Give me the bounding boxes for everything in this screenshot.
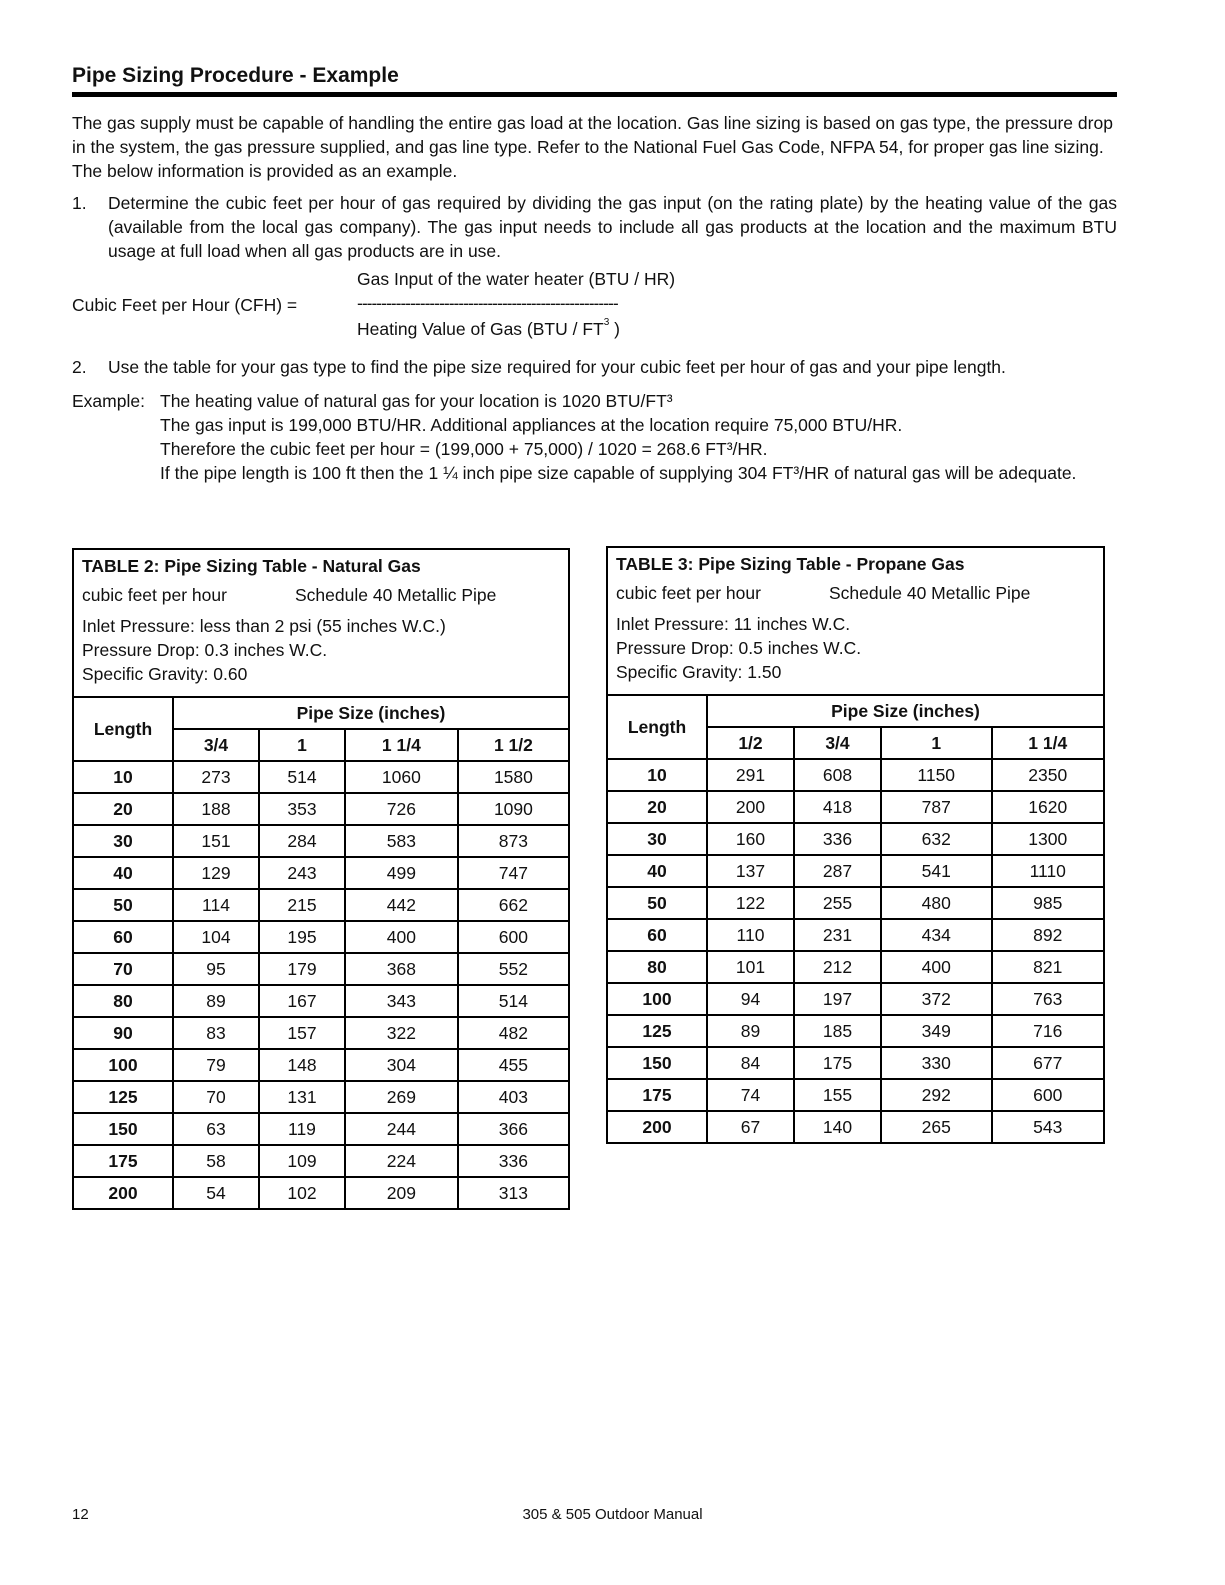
capacity-cell: 600: [992, 1079, 1104, 1111]
table-row: [74, 1145, 568, 1177]
example-block: [72, 389, 1117, 485]
capacity-cell: 175: [794, 1047, 881, 1079]
step-2-text: Use the table for your gas type to find the pipe size required for your cubic feet per hour of gas and your pipe length.: [108, 357, 1006, 377]
capacity-cell: 1110: [992, 855, 1104, 887]
capacity-cell: 179: [259, 953, 345, 985]
capacity-cell: 313: [458, 1177, 568, 1208]
formula-denominator-end: ): [609, 319, 620, 339]
capacity-cell: 1300: [992, 823, 1104, 855]
capacity-cell: 167: [259, 985, 345, 1017]
page-content: [72, 64, 1117, 485]
capacity-cell: 67: [707, 1111, 794, 1142]
pipe-size-header: Pipe Size (inches): [707, 696, 1103, 727]
capacity-cell: 157: [259, 1017, 345, 1049]
capacity-cell: 662: [458, 889, 568, 921]
size-column-header: 3/4: [794, 727, 881, 759]
capacity-cell: 336: [794, 823, 881, 855]
table-row: [608, 759, 1103, 791]
table-inlet-pressure: Inlet Pressure: less than 2 psi (55 inches W.C.): [82, 616, 446, 636]
capacity-cell: 873: [458, 825, 568, 857]
capacity-cell: 632: [881, 823, 992, 855]
table-pipe-type: Schedule 40 Metallic Pipe: [829, 583, 1031, 603]
capacity-cell: 583: [345, 825, 458, 857]
table-unit: cubic feet per hour: [82, 585, 227, 605]
length-cell: 40: [608, 855, 707, 887]
table-row: [74, 825, 568, 857]
capacity-cell: 244: [345, 1113, 458, 1145]
capacity-cell: 292: [881, 1079, 992, 1111]
example-line-4: If the pipe length is 100 ft then the 1 ¼ inch pipe size capable of supplying 304 FT³/HR of natural gas will be adequate.: [160, 463, 1077, 483]
capacity-cell: 353: [259, 793, 345, 825]
table-units-row: [616, 583, 1095, 604]
capacity-cell: 400: [881, 951, 992, 983]
intro-paragraph: The gas supply must be capable of handling the entire gas load at the location. Gas line sizing is based on gas type, the pressure drop in the system, the gas pressure supplied, and gas line type. Refer to the National Fuel Gas Code, NFPA 54, for proper gas line sizing. The below information is provided as an example.: [72, 113, 1113, 181]
capacity-cell: 1150: [881, 759, 992, 791]
capacity-cell: 985: [992, 887, 1104, 919]
capacity-cell: 101: [707, 951, 794, 983]
step-1-text: Determine the cubic feet per hour of gas required by dividing the gas input (on the rating plate) by the heating value of the gas (available from the local gas company). The gas input needs to include all gas products at the location and the maximum BTU usage at full load when all gas products are in use.: [108, 193, 1117, 261]
capacity-cell: 197: [794, 983, 881, 1015]
capacity-cell: 304: [345, 1049, 458, 1081]
capacity-cell: 79: [173, 1049, 259, 1081]
capacity-cell: 95: [173, 953, 259, 985]
table-row: [608, 791, 1103, 823]
capacity-cell: 600: [458, 921, 568, 953]
length-header: Length: [608, 696, 707, 759]
capacity-cell: 434: [881, 919, 992, 951]
table-units-row: [82, 585, 560, 606]
capacity-cell: 543: [992, 1111, 1104, 1142]
length-cell: 80: [74, 985, 173, 1017]
table-row: [74, 1049, 568, 1081]
table-row: [608, 951, 1103, 983]
table-pipe-type: Schedule 40 Metallic Pipe: [295, 585, 497, 605]
capacity-cell: 273: [173, 761, 259, 793]
capacity-cell: 63: [173, 1113, 259, 1145]
capacity-cell: 330: [881, 1047, 992, 1079]
table-row: [608, 887, 1103, 919]
length-cell: 125: [608, 1015, 707, 1047]
step-2: [72, 355, 1117, 379]
capacity-cell: 400: [345, 921, 458, 953]
capacity-cell: 119: [259, 1113, 345, 1145]
table-row: [608, 919, 1103, 951]
capacity-cell: 343: [345, 985, 458, 1017]
length-cell: 40: [74, 857, 173, 889]
capacity-cell: 200: [707, 791, 794, 823]
cfh-formula: [72, 269, 1117, 347]
length-cell: 60: [74, 921, 173, 953]
length-cell: 80: [608, 951, 707, 983]
example-line-2: The gas input is 199,000 BTU/HR. Additional appliances at the location require 75,000 BTU/HR.: [160, 415, 903, 435]
capacity-cell: 514: [458, 985, 568, 1017]
table-row: [74, 761, 568, 793]
length-cell: 20: [74, 793, 173, 825]
capacity-cell: 366: [458, 1113, 568, 1145]
capacity-cell: 2350: [992, 759, 1104, 791]
table-title: TABLE 2: Pipe Sizing Table - Natural Gas: [82, 556, 421, 576]
table-natural-gas: [72, 548, 570, 1210]
capacity-cell: 185: [794, 1015, 881, 1047]
size-column-header: 1: [259, 729, 345, 761]
length-cell: 10: [74, 761, 173, 793]
table-row: [608, 1111, 1103, 1142]
capacity-cell: 284: [259, 825, 345, 857]
formula-denominator-sup: 3: [603, 317, 610, 328]
capacity-cell: 129: [173, 857, 259, 889]
length-cell: 125: [74, 1081, 173, 1113]
length-cell: 30: [608, 823, 707, 855]
example-line-3: Therefore the cubic feet per hour = (199,000 + 75,000) / 1020 = 268.6 FT³/HR.: [160, 439, 768, 459]
size-column-header: 3/4: [173, 729, 259, 761]
capacity-cell: 1620: [992, 791, 1104, 823]
table-header-info: [608, 548, 1103, 696]
capacity-cell: 322: [345, 1017, 458, 1049]
capacity-cell: 70: [173, 1081, 259, 1113]
capacity-cell: 94: [707, 983, 794, 1015]
formula-denominator-text: Heating Value of Gas (BTU / FT: [357, 319, 604, 339]
capacity-cell: 243: [259, 857, 345, 889]
capacity-cell: 1060: [345, 761, 458, 793]
pipe-size-header: Pipe Size (inches): [173, 698, 568, 729]
capacity-cell: 89: [707, 1015, 794, 1047]
capacity-cell: 110: [707, 919, 794, 951]
capacity-cell: 224: [345, 1145, 458, 1177]
capacity-cell: 482: [458, 1017, 568, 1049]
table-row: [74, 793, 568, 825]
capacity-cell: 114: [173, 889, 259, 921]
length-cell: 100: [608, 983, 707, 1015]
size-column-header: 1 1/4: [992, 727, 1104, 759]
table-row: [74, 1177, 568, 1208]
capacity-cell: 403: [458, 1081, 568, 1113]
table-row: [608, 855, 1103, 887]
capacity-cell: 455: [458, 1049, 568, 1081]
length-cell: 175: [74, 1145, 173, 1177]
length-cell: 175: [608, 1079, 707, 1111]
capacity-cell: 552: [458, 953, 568, 985]
section-title: Pipe Sizing Procedure - Example: [72, 64, 1117, 97]
capacity-cell: 89: [173, 985, 259, 1017]
capacity-cell: 1090: [458, 793, 568, 825]
length-cell: 20: [608, 791, 707, 823]
table-row: [74, 921, 568, 953]
capacity-cell: 368: [345, 953, 458, 985]
table-row: [74, 1113, 568, 1145]
table-row: [608, 1047, 1103, 1079]
capacity-cell: 349: [881, 1015, 992, 1047]
capacity-cell: 54: [173, 1177, 259, 1208]
table-title: TABLE 3: Pipe Sizing Table - Propane Gas: [616, 554, 965, 574]
capacity-cell: 418: [794, 791, 881, 823]
capacity-cell: 84: [707, 1047, 794, 1079]
capacity-cell: 677: [992, 1047, 1104, 1079]
formula-numerator: Gas Input of the water heater (BTU / HR): [357, 269, 676, 289]
table-unit: cubic feet per hour: [616, 583, 761, 603]
step-1: [72, 191, 1117, 263]
length-cell: 30: [74, 825, 173, 857]
capacity-cell: 291: [707, 759, 794, 791]
table-row: [608, 1079, 1103, 1111]
capacity-cell: 716: [992, 1015, 1104, 1047]
capacity-cell: 747: [458, 857, 568, 889]
capacity-cell: 821: [992, 951, 1104, 983]
table-row: [74, 889, 568, 921]
capacity-cell: 137: [707, 855, 794, 887]
pipe-size-table: [74, 698, 568, 1208]
table-row: [74, 1017, 568, 1049]
size-column-header: 1/2: [707, 727, 794, 759]
capacity-cell: 131: [259, 1081, 345, 1113]
capacity-cell: 102: [259, 1177, 345, 1208]
step-1-number: 1.: [72, 193, 87, 213]
formula-lhs: Cubic Feet per Hour (CFH) =: [72, 295, 298, 315]
capacity-cell: 255: [794, 887, 881, 919]
capacity-cell: 1580: [458, 761, 568, 793]
capacity-cell: 160: [707, 823, 794, 855]
capacity-cell: 215: [259, 889, 345, 921]
capacity-cell: 787: [881, 791, 992, 823]
length-cell: 200: [74, 1177, 173, 1208]
length-cell: 200: [608, 1111, 707, 1142]
table-row: [608, 1015, 1103, 1047]
table-row: [608, 823, 1103, 855]
manual-title: 305 & 505 Outdoor Manual: [522, 1506, 703, 1523]
table-row: [74, 985, 568, 1017]
table-row: [74, 1081, 568, 1113]
length-cell: 50: [74, 889, 173, 921]
size-column-header: 1: [881, 727, 992, 759]
formula-divider: ------------------------------------------------------: [357, 293, 618, 313]
length-cell: 70: [74, 953, 173, 985]
length-cell: 10: [608, 759, 707, 791]
capacity-cell: 212: [794, 951, 881, 983]
capacity-cell: 442: [345, 889, 458, 921]
capacity-cell: 148: [259, 1049, 345, 1081]
table-row: [608, 983, 1103, 1015]
table-specific-gravity: Specific Gravity: 0.60: [82, 664, 248, 684]
table-inlet-pressure: Inlet Pressure: 11 inches W.C.: [616, 614, 851, 634]
capacity-cell: 480: [881, 887, 992, 919]
capacity-cell: 104: [173, 921, 259, 953]
example-label: Example:: [72, 391, 145, 411]
table-row: [74, 953, 568, 985]
capacity-cell: 231: [794, 919, 881, 951]
table-header-row: [74, 698, 568, 729]
capacity-cell: 763: [992, 983, 1104, 1015]
capacity-cell: 188: [173, 793, 259, 825]
length-cell: 150: [608, 1047, 707, 1079]
step-2-number: 2.: [72, 357, 87, 377]
capacity-cell: 726: [345, 793, 458, 825]
table-header-info: [74, 550, 568, 698]
capacity-cell: 265: [881, 1111, 992, 1142]
length-cell: 50: [608, 887, 707, 919]
capacity-cell: 151: [173, 825, 259, 857]
size-column-header: 1 1/4: [345, 729, 458, 761]
length-cell: 60: [608, 919, 707, 951]
length-cell: 90: [74, 1017, 173, 1049]
size-column-header: 1 1/2: [458, 729, 568, 761]
capacity-cell: 372: [881, 983, 992, 1015]
capacity-cell: 140: [794, 1111, 881, 1142]
table-pressure-drop: Pressure Drop: 0.5 inches W.C.: [616, 638, 862, 658]
capacity-cell: 608: [794, 759, 881, 791]
capacity-cell: 287: [794, 855, 881, 887]
capacity-cell: 83: [173, 1017, 259, 1049]
capacity-cell: 122: [707, 887, 794, 919]
length-cell: 150: [74, 1113, 173, 1145]
capacity-cell: 155: [794, 1079, 881, 1111]
capacity-cell: 58: [173, 1145, 259, 1177]
capacity-cell: 336: [458, 1145, 568, 1177]
table-propane-gas: [606, 546, 1105, 1144]
length-cell: 100: [74, 1049, 173, 1081]
capacity-cell: 195: [259, 921, 345, 953]
pipe-sizing-tables: [72, 548, 1117, 1208]
example-lines: [160, 389, 1117, 485]
formula-denominator: [357, 319, 620, 340]
capacity-cell: 541: [881, 855, 992, 887]
example-line-1: The heating value of natural gas for your location is 1020 BTU/FT³: [160, 391, 673, 411]
capacity-cell: 892: [992, 919, 1104, 951]
table-specific-gravity: Specific Gravity: 1.50: [616, 662, 782, 682]
table-pressure-drop: Pressure Drop: 0.3 inches W.C.: [82, 640, 328, 660]
capacity-cell: 109: [259, 1145, 345, 1177]
capacity-cell: 74: [707, 1079, 794, 1111]
capacity-cell: 499: [345, 857, 458, 889]
capacity-cell: 514: [259, 761, 345, 793]
table-header-row: [608, 696, 1103, 727]
capacity-cell: 209: [345, 1177, 458, 1208]
capacity-cell: 269: [345, 1081, 458, 1113]
pipe-size-table: [608, 696, 1103, 1142]
table-row: [74, 857, 568, 889]
length-header: Length: [74, 698, 173, 761]
page-number: 12: [72, 1506, 89, 1523]
